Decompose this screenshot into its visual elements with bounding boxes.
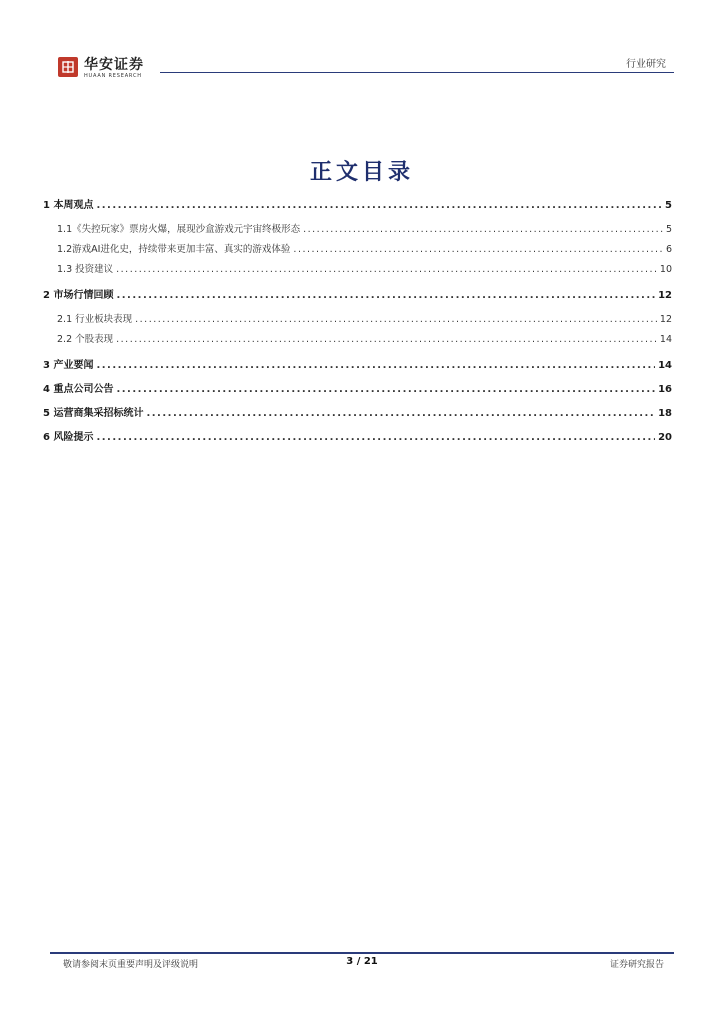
toc-entry-label: 1 本周观点 — [43, 200, 94, 211]
toc-entry-page: 6 — [665, 244, 672, 255]
toc-leader-dots — [96, 198, 662, 214]
toc-entry-page: 12 — [658, 290, 672, 301]
toc-entry-page: 16 — [658, 384, 672, 395]
toc-entry-label: 2.1 行业板块表现 — [57, 314, 133, 325]
page-number: 3 / 21 — [346, 956, 378, 967]
company-logo — [58, 57, 144, 80]
toc-entry-page: 5 — [665, 224, 672, 235]
toc-entry-page: 14 — [658, 360, 672, 371]
toc-entry-section[interactable] — [43, 262, 672, 282]
toc-entry-chapter[interactable] — [43, 382, 672, 406]
toc-leader-dots — [146, 406, 655, 422]
toc-entry-label: 1.2游戏AI进化史，持续带来更加丰富、真实的游戏体验 — [57, 244, 291, 255]
toc-entry-section[interactable] — [43, 242, 672, 262]
toc-entry-label: 1.1《失控玩家》票房火爆，展现沙盒游戏元宇宙终极形态 — [57, 224, 301, 235]
toc-entry-chapter[interactable] — [43, 430, 672, 454]
table-of-contents — [43, 198, 672, 454]
toc-leader-dots — [135, 312, 657, 328]
toc-leader-dots — [116, 262, 657, 278]
header-divider — [160, 72, 674, 73]
logo-emblem-icon — [58, 57, 78, 77]
page-header — [0, 0, 724, 90]
toc-leader-dots — [96, 358, 655, 374]
toc-entry-label: 4 重点公司公告 — [43, 384, 114, 395]
logo-chinese-name: 华安证券 — [84, 57, 144, 73]
footer-report-type: 证券研究报告 — [609, 960, 664, 970]
toc-entry-page: 12 — [659, 314, 672, 325]
toc-entry-chapter[interactable] — [43, 198, 672, 222]
logo-english-name: HUAAN RESEARCH — [84, 73, 142, 79]
toc-entry-page: 10 — [659, 264, 672, 275]
toc-title: 正文目录 — [309, 159, 414, 185]
toc-entry-chapter[interactable] — [43, 406, 672, 430]
section-tag: 行业研究 — [626, 59, 666, 70]
toc-leader-dots — [116, 332, 657, 348]
toc-entry-chapter[interactable] — [43, 358, 672, 382]
footer-divider — [50, 952, 674, 954]
toc-entry-chapter[interactable] — [43, 288, 672, 312]
toc-entry-label: 5 运营商集采招标统计 — [43, 408, 144, 419]
toc-entry-label: 2.2 个股表现 — [57, 334, 114, 345]
toc-entry-label: 3 产业要闻 — [43, 360, 94, 371]
toc-entry-section[interactable] — [43, 222, 672, 242]
toc-entry-label: 1.3 投资建议 — [57, 264, 114, 275]
toc-entry-label: 6 风险提示 — [43, 432, 94, 443]
toc-leader-dots — [96, 430, 655, 446]
toc-entry-page: 18 — [658, 408, 672, 419]
toc-entry-page: 20 — [658, 432, 672, 443]
toc-entry-section[interactable] — [43, 332, 672, 352]
toc-leader-dots — [116, 382, 655, 398]
toc-entry-page: 14 — [659, 334, 672, 345]
toc-entry-page: 5 — [665, 200, 672, 211]
toc-leader-dots — [116, 288, 655, 304]
toc-leader-dots — [303, 222, 663, 238]
toc-entry-label: 2 市场行情回顾 — [43, 290, 114, 301]
toc-leader-dots — [293, 242, 663, 258]
toc-entry-section[interactable] — [43, 312, 672, 332]
footer-disclaimer: 敬请参阅末页重要声明及评级说明 — [63, 960, 199, 970]
